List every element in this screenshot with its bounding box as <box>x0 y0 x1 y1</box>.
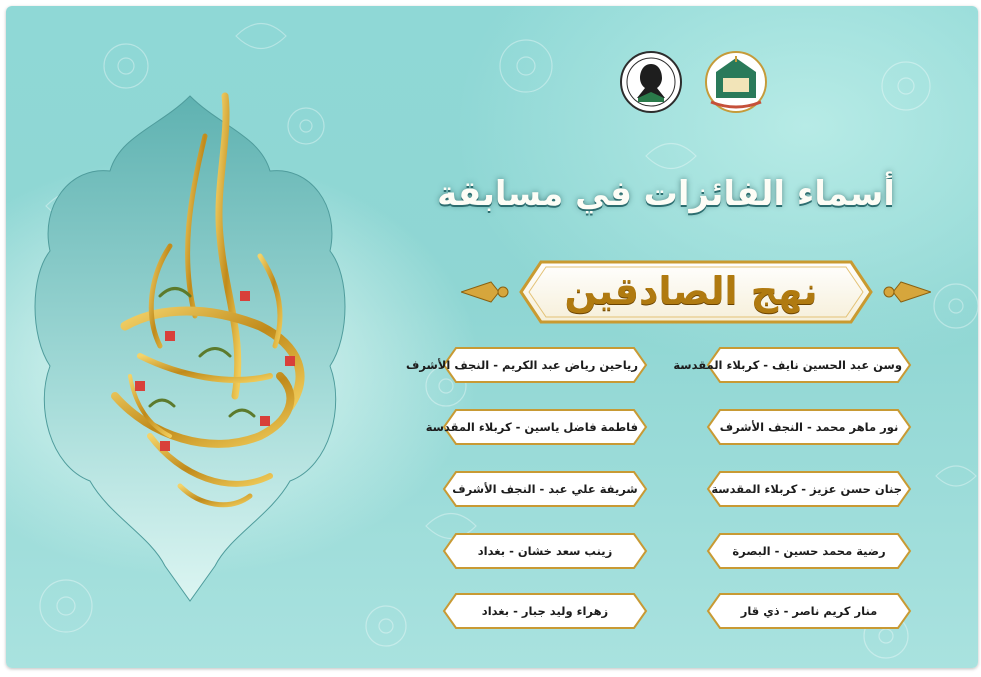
winner-plate <box>706 532 912 570</box>
winner-plate <box>442 532 648 570</box>
left-ornament-icon <box>461 282 508 302</box>
winner-plate <box>442 470 648 508</box>
holy-shrine-logo-icon <box>706 52 766 112</box>
women-quran-logo-icon <box>621 52 681 112</box>
winner-plate <box>706 592 912 630</box>
calligraphy-arch-emblem <box>30 76 350 606</box>
winner-plate <box>706 408 912 446</box>
winner-name: منار كريم ناصر - ذي قار <box>740 604 878 618</box>
winner-name: زينب سعد خشان - بغداد <box>477 544 613 558</box>
competition-name: نهج الصادقين <box>564 269 818 313</box>
winner-plate <box>673 346 912 384</box>
winner-plate <box>706 470 912 508</box>
logos-group <box>611 42 781 122</box>
winner-plate <box>425 408 648 446</box>
winner-name: وسن عبد الحسين نايف - كربلاء المقدسة <box>673 358 902 372</box>
winner-name: شريفة علي عبد - النجف الأشرف <box>452 482 638 496</box>
right-ornament-icon <box>884 282 931 302</box>
winner-name: جنان حسن عزيز - كربلاء المقدسة <box>711 482 902 496</box>
page-title: أسماء الفائزات في مسابقة <box>437 174 895 214</box>
winner-name: نور ماهر محمد - النجف الأشرف <box>719 420 899 434</box>
winner-plate <box>405 346 648 384</box>
winner-plate <box>442 592 648 630</box>
winner-name: زهراء وليد جبار - بغداد <box>481 604 609 618</box>
winner-name: رياحين رياض عبد الكريم - النجف الأشرف <box>405 358 638 372</box>
winner-name: فاطمة فاضل ياسين - كربلاء المقدسة <box>425 420 638 434</box>
poster <box>6 6 978 668</box>
winner-name: رضية محمد حسين - البصرة <box>732 544 886 558</box>
